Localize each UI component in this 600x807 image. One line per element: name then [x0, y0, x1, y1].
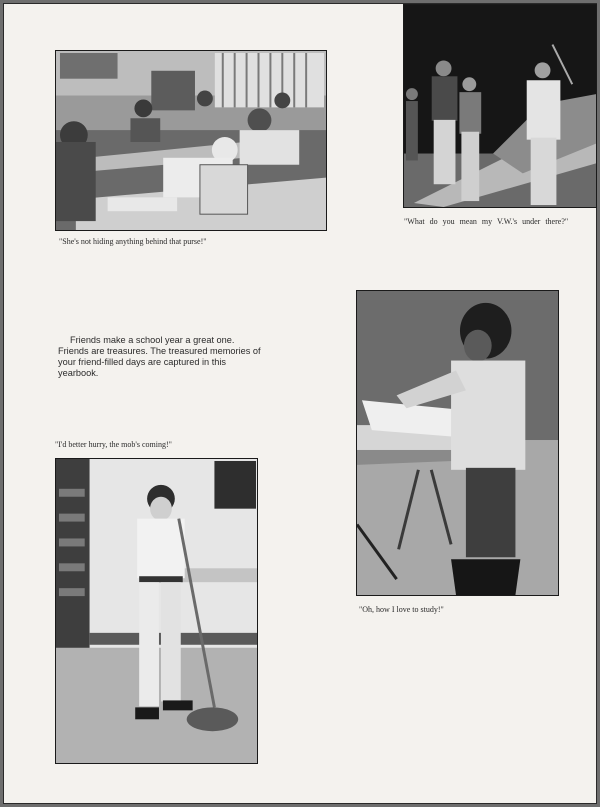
yearbook-page [3, 3, 597, 804]
studying-photo [356, 290, 559, 596]
night-scene-photo [403, 4, 597, 208]
classroom-caption: "She's not hiding anything behind that purse!" [59, 237, 207, 246]
studying-caption: "Oh, how I love to study!" [359, 605, 444, 614]
classroom-photo [55, 50, 327, 231]
sweeping-caption: "I'd better hurry, the mob's coming!" [55, 440, 172, 449]
night-scene-caption: "What do you mean my V.W.'s under there?" [404, 217, 569, 226]
friends-paragraph: Friends make a school year a great one. Friends are treasures. The treasured memories of your friend-filled days are captured in this yearbook. [58, 335, 261, 378]
sweeping-photo [55, 458, 258, 764]
